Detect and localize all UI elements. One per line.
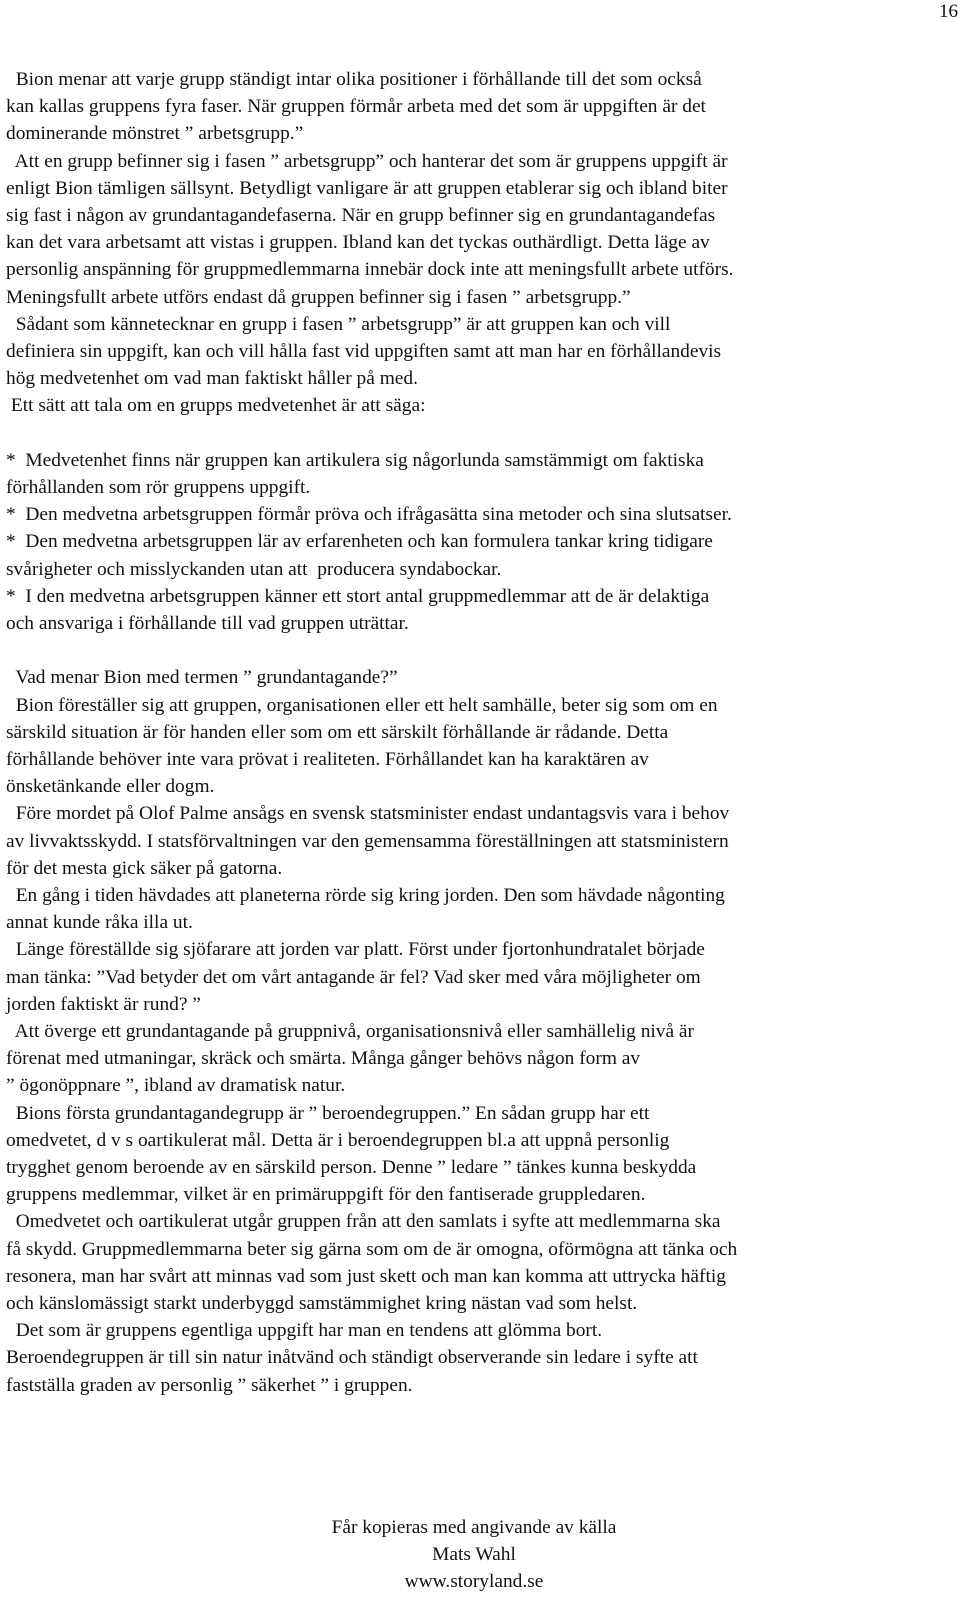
text-line: * Den medvetna arbetsgruppen lär av erfarenheten och kan formulera tankar kring tidigare bbox=[6, 531, 713, 553]
text-line: gruppens medlemmar, vilket är en primäruppgift för den fantiserade gruppledaren. bbox=[6, 1184, 646, 1206]
text-line: Före mordet på Olof Palme ansågs en svensk statsminister endast undantagsvis vara i behov bbox=[6, 803, 730, 825]
text-line: Vad menar Bion med termen ” grundantagande?” bbox=[6, 667, 398, 689]
text-line: kan det vara arbetsamt att vistas i gruppen. Ibland kan det tyckas outhärdligt. Detta läge av bbox=[6, 232, 710, 254]
text-line: * I den medvetna arbetsgruppen känner ett stort antal gruppmedlemmar att de är delaktiga bbox=[6, 585, 710, 607]
text-line: fastställa graden av personlig ” säkerhet ” i gruppen. bbox=[6, 1374, 413, 1396]
text-line: * Medvetenhet finns när gruppen kan artikulera sig någorlunda samstämmigt om faktiska bbox=[6, 449, 704, 471]
text-line: särskild situation är för handen eller som om ett särskilt förhållande är rådande. Detta bbox=[6, 721, 669, 743]
text-line: Meningsfullt arbete utförs endast då gruppen befinner sig i fasen ” arbetsgrupp.” bbox=[6, 286, 631, 308]
text-line: personlig anspänning för gruppmedlemmarna innebär dock inte att meningsfullt arbete utförs. bbox=[6, 259, 734, 281]
text-line: Bions första grundantagandegrupp är ” beroendegruppen.” En sådan grupp har ett bbox=[6, 1102, 650, 1124]
text-line: Det som är gruppens egentliga uppgift har man en tendens att glömma bort. bbox=[6, 1320, 603, 1342]
text-line: förenat med utmaningar, skräck och smärta. Många gånger behövs någon form av bbox=[6, 1048, 641, 1070]
text-line: och ansvariga i förhållande till vad gruppen uträttar. bbox=[6, 613, 409, 634]
text-line: av livvaktsskydd. I statsförvaltningen var den gemensamma föreställningen att statsministern bbox=[6, 830, 729, 852]
text-line: man tänka: ”Vad betyder det om vårt antagande är fel? Vad sker med våra möjligheter om bbox=[6, 966, 701, 988]
text-line: Bion menar att varje grupp ständigt intar olika positioner i förhållande till det som också bbox=[6, 69, 702, 90]
text-line: omedvetet, d v s oartikulerat mål. Detta är i beroendegruppen bl.a att uppnå personlig bbox=[6, 1129, 670, 1151]
text-line: Omedvetet och oartikulerat utgår gruppen från att den samlats i syfte att medlemmarna ska bbox=[6, 1211, 721, 1233]
text-line: Länge föreställde sig sjöfarare att jorden var platt. Först under fjortonhundratalet började bbox=[6, 939, 705, 961]
text-line: * Den medvetna arbetsgruppen förmår pröva och ifrågasätta sina metoder och sina slutsatser. bbox=[6, 504, 732, 526]
text-line: svårigheter och misslyckanden utan att producera syndabockar. bbox=[6, 558, 502, 580]
text-line: Bion föreställer sig att gruppen, organisationen eller ett helt samhälle, beter sig som om en bbox=[6, 694, 718, 716]
text-line: trygghet genom beroende av en särskild person. Denne ” ledare ” tänkes kunna beskydda bbox=[6, 1157, 697, 1178]
text-line: önsketänkande eller dogm. bbox=[6, 776, 215, 798]
text-line: hög medvetenhet om vad man faktiskt håller på med. bbox=[6, 368, 418, 390]
text-line: kan kallas gruppens fyra faser. När gruppen förmår arbeta med det som är uppgiften är det bbox=[6, 96, 706, 118]
text-line: förhållande behöver inte vara prövat i realiteten. Förhållandet kan ha karaktären av bbox=[6, 749, 649, 770]
text-line: för det mesta gick säker på gatorna. bbox=[6, 857, 283, 879]
text-line: Beroendegruppen är till sin natur inåtvänd och ständigt observerande sin ledare i syfte att bbox=[6, 1347, 698, 1369]
text-line: få skydd. Gruppmedlemmarna beter sig gärna som om de är omogna, oförmögna att tänka och bbox=[6, 1238, 738, 1260]
text-line: Ett sätt att tala om en grupps medvetenhet är att säga: bbox=[6, 395, 426, 417]
text-line: definiera sin uppgift, kan och vill hålla fast vid uppgiften samt att man har en förhållandevis bbox=[6, 341, 722, 362]
text-line: Sådant som kännetecknar en grupp i fasen ” arbetsgrupp” är att gruppen kan och vill bbox=[6, 313, 671, 335]
text-line: annat kunde råka illa ut. bbox=[6, 912, 193, 934]
text-line: och känslomässigt starkt underbyggd samstämmighet kring nästan vad som helst. bbox=[6, 1293, 638, 1314]
footer-website: www.storyland.se bbox=[404, 1571, 544, 1592]
text-line: ” ögonöppnare ”, ibland av dramatisk natur. bbox=[6, 1075, 346, 1097]
text-line: En gång i tiden hävdades att planeterna rörde sig kring jorden. Den som hävdade någonting bbox=[6, 885, 725, 906]
footer-author: Mats Wahl bbox=[432, 1544, 516, 1565]
page-number: 16 bbox=[939, 1, 958, 22]
footer-copy-notice: Får kopieras med angivande av källa bbox=[331, 1517, 617, 1538]
text-line: Att överge ett grundantagande på gruppnivå, organisationsnivå eller samhällelig nivå är bbox=[6, 1021, 694, 1042]
text-line: förhållanden som rör gruppens uppgift. bbox=[6, 477, 311, 498]
text-line: enligt Bion tämligen sällsynt. Betydligt vanligare är att gruppen etablerar sig och ibland biter bbox=[6, 177, 728, 199]
text-line: jorden faktiskt är rund? ” bbox=[6, 993, 201, 1015]
text-line: sig fast i någon av grundantagandefaserna. När en grupp befinner sig en grundantagandefas bbox=[6, 205, 716, 226]
text-line: resonera, man har svårt att minnas vad som just skett och man kan komma att uttrycka häftig bbox=[6, 1265, 726, 1287]
text-line: dominerande mönstret ” arbetsgrupp.” bbox=[6, 123, 304, 145]
text-line: Att en grupp befinner sig i fasen ” arbetsgrupp” och hanterar det som är gruppens uppgift är bbox=[6, 150, 728, 172]
